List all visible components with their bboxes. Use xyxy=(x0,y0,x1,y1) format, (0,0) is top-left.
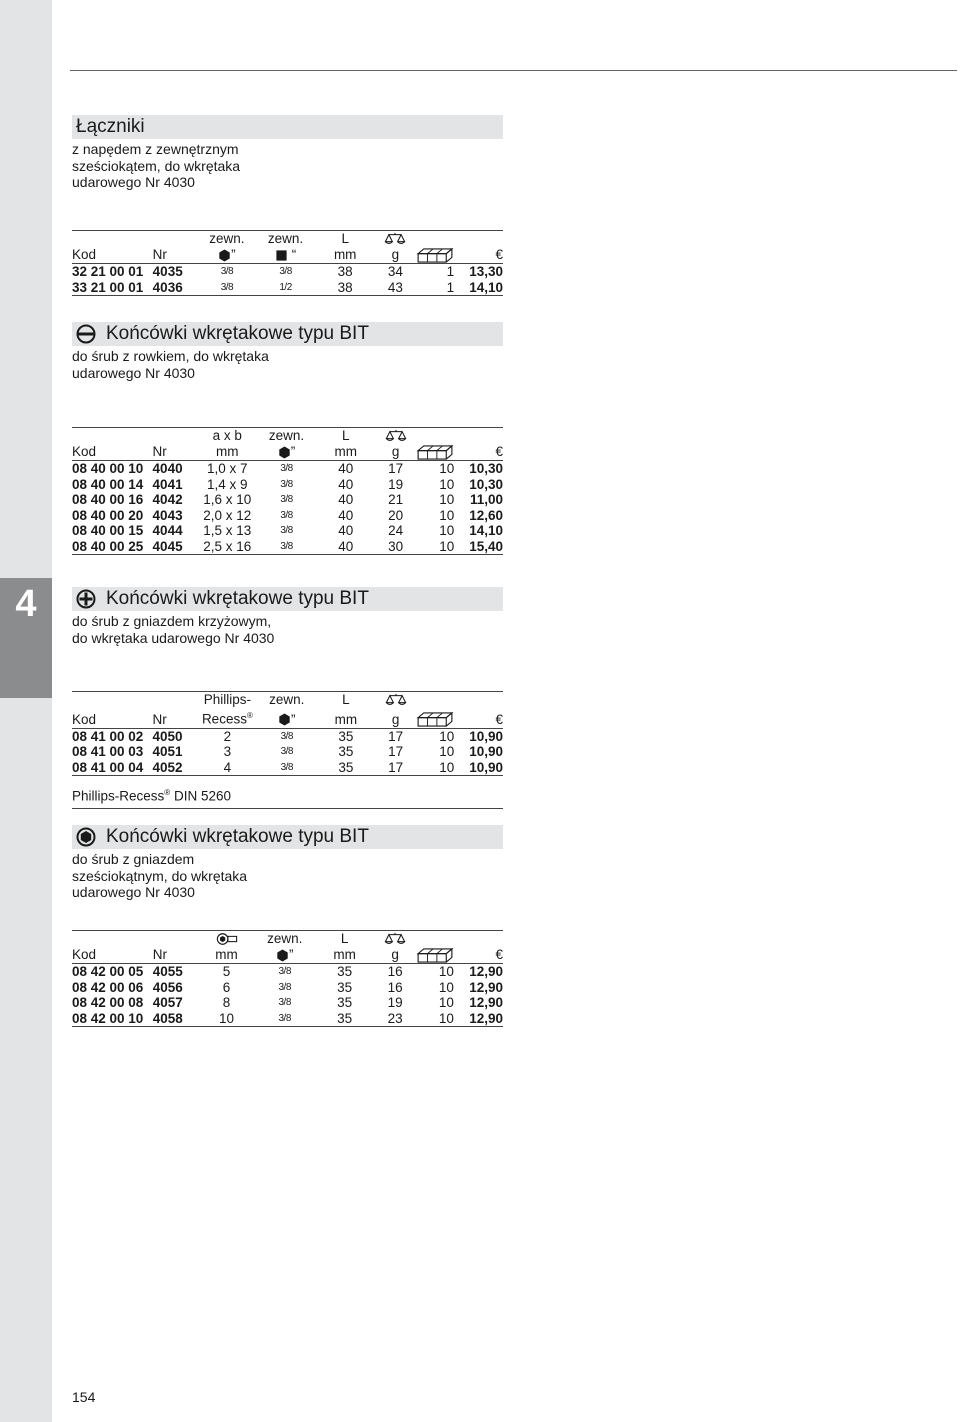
table-connectors xyxy=(72,230,503,296)
code-cell: 08 40 00 14 xyxy=(72,476,144,492)
weight-cell: 43 xyxy=(375,280,417,296)
code-cell: 08 40 00 20 xyxy=(72,507,144,523)
table-row xyxy=(72,728,503,744)
drive-cell: 3/8 xyxy=(280,509,293,521)
header-price: € xyxy=(454,947,503,964)
phillips-note: Phillips-Recess® DIN 5260 xyxy=(72,782,503,809)
desc-line: do śrub z gniazdem krzyżowym, xyxy=(72,613,272,629)
price-cell: 12,90 xyxy=(469,995,503,1010)
header-cell xyxy=(416,692,454,709)
size-cell: 10 xyxy=(199,1011,255,1027)
code-cell: 08 41 00 02 xyxy=(72,728,144,744)
weight-cell: 24 xyxy=(388,523,404,538)
section-heading xyxy=(72,322,503,346)
header-g: g xyxy=(375,444,416,461)
weight-cell: 20 xyxy=(388,507,404,523)
size-cell: 2 xyxy=(223,728,232,744)
nr-cell: 4036 xyxy=(153,280,199,296)
scale-icon xyxy=(383,932,407,946)
nr-cell: 4057 xyxy=(152,995,183,1010)
nr-cell: 4045 xyxy=(153,539,199,555)
price-cell: 13,30 xyxy=(469,264,503,279)
header-drive-hex: ” xyxy=(198,247,255,264)
nr-cell: 4044 xyxy=(152,523,183,538)
header-pack xyxy=(416,947,454,964)
section-title: Łączniki xyxy=(76,116,145,137)
header-cell: zewn. xyxy=(254,931,315,948)
section-bits-slotted xyxy=(72,322,503,381)
header-drive-hex: ” xyxy=(256,444,316,461)
weight-header xyxy=(375,231,417,248)
table-row xyxy=(72,964,503,980)
header-cell xyxy=(416,428,454,445)
table-row xyxy=(72,995,503,1011)
code-cell: 08 40 00 10 xyxy=(72,461,144,476)
size-cell: 4 xyxy=(198,760,257,776)
length-cell: 35 xyxy=(337,964,353,979)
price-cell: 10,30 xyxy=(469,461,503,476)
desc-line: udarowego Nr 4030 xyxy=(72,884,195,900)
header-cell: L xyxy=(317,428,375,445)
table-row xyxy=(72,760,503,776)
price-cell: 12,60 xyxy=(469,507,503,523)
header-cell xyxy=(454,231,503,248)
price-cell: 12,90 xyxy=(469,964,503,979)
package-icon xyxy=(416,712,454,727)
header-cell xyxy=(72,428,153,445)
nr-cell: 4035 xyxy=(152,264,183,279)
pack-qty-cell: 10 xyxy=(439,744,455,759)
table-row xyxy=(72,492,503,508)
header-pack xyxy=(416,247,454,264)
size-cell: 1,6 x 10 xyxy=(203,492,252,507)
drive-cell: 3/8 xyxy=(257,760,317,776)
pack-qty-cell: 10 xyxy=(438,964,454,979)
drive-cell: 3/8 xyxy=(278,966,291,977)
weight-header xyxy=(374,931,416,948)
price-cell: 14,10 xyxy=(469,523,503,538)
pack-qty-cell: 10 xyxy=(439,476,455,492)
table-row xyxy=(72,264,503,280)
section-connectors xyxy=(72,115,503,191)
header-cell: L xyxy=(317,692,375,709)
header-nr: Nr xyxy=(153,708,199,728)
code-cell: 08 42 00 05 xyxy=(72,964,144,979)
desc-line: do śrub z rowkiem, do wkrętaka xyxy=(72,348,269,364)
header-mm: mm xyxy=(317,708,375,728)
size-cell: 3/8 xyxy=(198,280,255,296)
header-mm: mm xyxy=(317,444,375,461)
size-cell: 3 xyxy=(223,744,232,759)
weight-cell: 34 xyxy=(387,264,403,279)
scale-icon xyxy=(383,232,407,246)
price-cell: 10,90 xyxy=(469,744,503,759)
pack-qty-cell: 10 xyxy=(439,728,455,744)
size-cell: 2,0 x 12 xyxy=(203,507,252,523)
price-cell: 15,40 xyxy=(454,539,503,555)
nr-cell: 4058 xyxy=(153,1011,199,1027)
package-icon xyxy=(416,445,454,460)
square-drive-icon xyxy=(275,249,288,262)
size-cell: 2,5 x 16 xyxy=(198,539,256,555)
section-description xyxy=(72,613,503,646)
weight-cell: 16 xyxy=(387,964,403,979)
table-row xyxy=(72,461,503,477)
header-cell: zewn. xyxy=(257,692,317,709)
header-cell: L xyxy=(316,231,375,248)
header-cell xyxy=(416,231,454,248)
hex-socket-icon xyxy=(76,827,96,847)
weight-cell: 17 xyxy=(388,744,404,759)
code-cell: 08 42 00 08 xyxy=(72,995,144,1010)
nr-cell: 4050 xyxy=(152,728,183,744)
weight-cell: 30 xyxy=(375,539,416,555)
length-cell: 40 xyxy=(338,476,354,492)
price-cell: 11,00 xyxy=(469,492,503,507)
drive-cell: 3/8 xyxy=(280,463,293,474)
header-price: € xyxy=(454,247,503,264)
length-cell: 35 xyxy=(315,1011,374,1027)
code-cell: 32 21 00 01 xyxy=(72,264,144,279)
weight-cell: 17 xyxy=(388,461,404,476)
header-cell xyxy=(454,692,503,709)
drive-cell: 3/8 xyxy=(280,525,293,536)
section-description xyxy=(72,851,503,901)
price-cell: 12,90 xyxy=(469,979,503,995)
weight-cell: 23 xyxy=(374,1011,416,1027)
header-cell xyxy=(454,931,503,948)
weight-header xyxy=(375,692,416,709)
header-cell xyxy=(72,692,153,709)
table-row xyxy=(72,523,503,539)
weight-cell: 16 xyxy=(387,979,403,995)
length-cell: 40 xyxy=(317,539,375,555)
nr-cell: 4056 xyxy=(152,979,183,995)
section-title: Końcówki wkrętakowe typu BIT xyxy=(106,588,369,609)
code-cell: 08 42 00 10 xyxy=(72,1011,153,1027)
header-price: € xyxy=(454,708,503,728)
drive-cell: 3/8 xyxy=(256,539,316,555)
size-cell: 1,4 x 9 xyxy=(207,476,248,492)
desc-line: udarowego Nr 4030 xyxy=(72,174,195,190)
header-cell: a x b xyxy=(198,428,256,445)
weight-cell: 21 xyxy=(388,492,404,507)
header-cell xyxy=(153,231,199,248)
header-size-mm: mm xyxy=(199,947,255,964)
drive-cell: 3/8 xyxy=(278,981,291,993)
table-row xyxy=(72,1011,503,1027)
drive-cell: 3/8 xyxy=(280,494,293,505)
side-margin xyxy=(0,0,52,1422)
header-cell xyxy=(416,931,454,948)
page-number: 154 xyxy=(72,1389,96,1405)
nr-cell: 4043 xyxy=(152,507,183,523)
package-icon xyxy=(416,948,454,963)
section-title: Końcówki wkrętakowe typu BIT xyxy=(106,323,369,344)
drive-cell: 1/2 xyxy=(255,280,315,296)
size-cell: 8 xyxy=(222,995,231,1010)
nr-cell: 4042 xyxy=(152,492,183,507)
header-cell xyxy=(72,231,153,248)
length-cell: 35 xyxy=(338,744,354,759)
weight-cell: 17 xyxy=(388,728,404,744)
pack-qty-cell: 1 xyxy=(446,264,455,279)
header-mm: mm xyxy=(315,947,374,964)
header-cell: Phillips- xyxy=(198,692,257,709)
section-bits-phillips xyxy=(72,587,503,646)
slot-screw-icon xyxy=(76,324,96,344)
header-phillips-size: Recess® xyxy=(198,708,257,728)
header-drive-hex: ” xyxy=(254,947,315,964)
hex-key-size-icon xyxy=(216,932,238,946)
drive-cell: 3/8 xyxy=(278,997,291,1008)
length-cell: 40 xyxy=(338,523,354,538)
drive-cell: 3/8 xyxy=(280,746,293,757)
hex-drive-icon xyxy=(276,949,289,962)
section-bits-hex-socket xyxy=(72,825,503,901)
section-heading xyxy=(72,825,503,849)
table-row xyxy=(72,477,503,493)
header-mm: mm xyxy=(316,247,375,264)
header-nr: Nr xyxy=(153,444,199,461)
chapter-tab-number: 4 xyxy=(15,583,37,625)
table-bits-slotted xyxy=(72,427,503,555)
length-cell: 38 xyxy=(337,264,353,279)
section-title: Końcówki wkrętakowe typu BIT xyxy=(106,826,369,847)
code-cell: 08 40 00 25 xyxy=(72,539,153,555)
nr-cell: 4051 xyxy=(152,744,183,759)
length-cell: 40 xyxy=(338,507,354,523)
table-bits-hex-socket xyxy=(72,930,503,1027)
scale-icon xyxy=(384,693,408,707)
pack-qty-cell: 10 xyxy=(439,492,455,507)
pack-qty-cell: 10 xyxy=(438,979,454,995)
nr-cell: 4041 xyxy=(152,476,183,492)
section-heading xyxy=(72,115,503,139)
pack-qty-cell: 10 xyxy=(416,1011,454,1027)
header-hex-key xyxy=(199,931,255,948)
header-g: g xyxy=(375,708,416,728)
header-price: € xyxy=(454,444,503,461)
drive-cell: 3/8 xyxy=(254,1011,315,1027)
table-row xyxy=(72,280,503,296)
header-kod: Kod xyxy=(72,444,153,461)
header-cell xyxy=(454,428,503,445)
pack-qty-cell: 10 xyxy=(439,507,455,523)
weight-header xyxy=(375,428,416,445)
header-kod: Kod xyxy=(72,708,153,728)
pack-qty-cell: 10 xyxy=(439,461,455,476)
code-cell: 08 41 00 04 xyxy=(72,760,153,776)
section-description xyxy=(72,141,503,191)
header-g: g xyxy=(374,947,416,964)
length-cell: 35 xyxy=(317,760,375,776)
pack-qty-cell: 10 xyxy=(438,995,454,1010)
length-cell: 35 xyxy=(337,979,353,995)
phillips-screw-icon xyxy=(76,589,96,609)
size-cell: 5 xyxy=(222,964,231,979)
length-cell: 40 xyxy=(338,461,354,476)
pack-qty-cell: 10 xyxy=(439,523,455,538)
table-row xyxy=(72,508,503,524)
header-drive-hex: ” xyxy=(257,708,317,728)
header-g: g xyxy=(375,247,417,264)
scale-icon xyxy=(384,429,408,443)
drive-cell: 3/8 xyxy=(279,266,292,277)
weight-cell: 19 xyxy=(387,995,403,1010)
drive-cell: 3/8 xyxy=(280,730,293,742)
nr-cell: 4055 xyxy=(152,964,183,979)
header-nr: Nr xyxy=(153,947,199,964)
desc-line: do śrub z gniazdem xyxy=(72,851,195,867)
header-pack xyxy=(416,708,454,728)
price-cell: 10,90 xyxy=(469,728,503,744)
header-cell xyxy=(153,692,199,709)
size-cell: 1,0 x 7 xyxy=(207,461,248,476)
table-bits-phillips xyxy=(72,691,503,776)
hex-drive-icon xyxy=(278,446,291,459)
price-cell: 10,90 xyxy=(454,760,503,776)
size-cell: 3/8 xyxy=(220,266,234,277)
header-kod: Kod xyxy=(72,247,153,264)
pack-qty-cell: 10 xyxy=(416,539,454,555)
length-cell: 35 xyxy=(337,995,353,1010)
code-cell: 33 21 00 01 xyxy=(72,280,153,296)
top-rule xyxy=(70,70,957,71)
pack-qty-cell: 1 xyxy=(416,280,454,296)
code-cell: 08 40 00 15 xyxy=(72,523,144,538)
header-cell xyxy=(153,931,199,948)
desc-line: sześciokątem, do wkrętaka xyxy=(72,157,241,174)
price-cell: 12,90 xyxy=(454,1011,503,1027)
header-pack xyxy=(416,444,454,461)
package-icon xyxy=(416,248,454,263)
desc-line: sześciokątnym, do wkrętaka xyxy=(72,867,248,884)
header-cell: zewn. xyxy=(256,428,316,445)
header-cell xyxy=(72,931,153,948)
length-cell: 38 xyxy=(316,280,375,296)
price-cell: 14,10 xyxy=(454,280,503,296)
pack-qty-cell: 10 xyxy=(416,760,454,776)
header-cell: zewn. xyxy=(198,231,255,248)
size-cell: 1,5 x 13 xyxy=(203,523,252,538)
header-drive-square: “ xyxy=(255,247,315,264)
header-cell xyxy=(153,428,199,445)
hex-drive-icon xyxy=(278,713,291,726)
nr-cell: 4052 xyxy=(153,760,199,776)
header-cell: zewn. xyxy=(255,231,315,248)
header-kod: Kod xyxy=(72,947,153,964)
code-cell: 08 40 00 16 xyxy=(72,492,144,507)
length-cell: 40 xyxy=(338,492,354,507)
drive-cell: 3/8 xyxy=(280,478,293,490)
section-description xyxy=(72,348,503,381)
desc-line: udarowego Nr 4030 xyxy=(72,364,195,381)
code-cell: 08 42 00 06 xyxy=(72,979,144,995)
code-cell: 08 41 00 03 xyxy=(72,744,144,759)
table-row xyxy=(72,744,503,760)
header-nr: Nr xyxy=(153,247,199,264)
header-axb-mm: mm xyxy=(198,444,256,461)
weight-cell: 19 xyxy=(388,476,404,492)
desc-line: z napędem z zewnętrznym xyxy=(72,141,239,157)
desc-line: do wkrętaka udarowego Nr 4030 xyxy=(72,629,275,646)
table-row xyxy=(72,539,503,555)
size-cell: 6 xyxy=(222,979,231,995)
table-row xyxy=(72,980,503,996)
nr-cell: 4040 xyxy=(152,461,183,476)
weight-cell: 17 xyxy=(375,760,416,776)
length-cell: 35 xyxy=(338,728,354,744)
price-cell: 10,30 xyxy=(469,476,503,492)
header-cell: L xyxy=(315,931,374,948)
hex-drive-icon xyxy=(218,249,231,262)
section-heading xyxy=(72,587,503,611)
